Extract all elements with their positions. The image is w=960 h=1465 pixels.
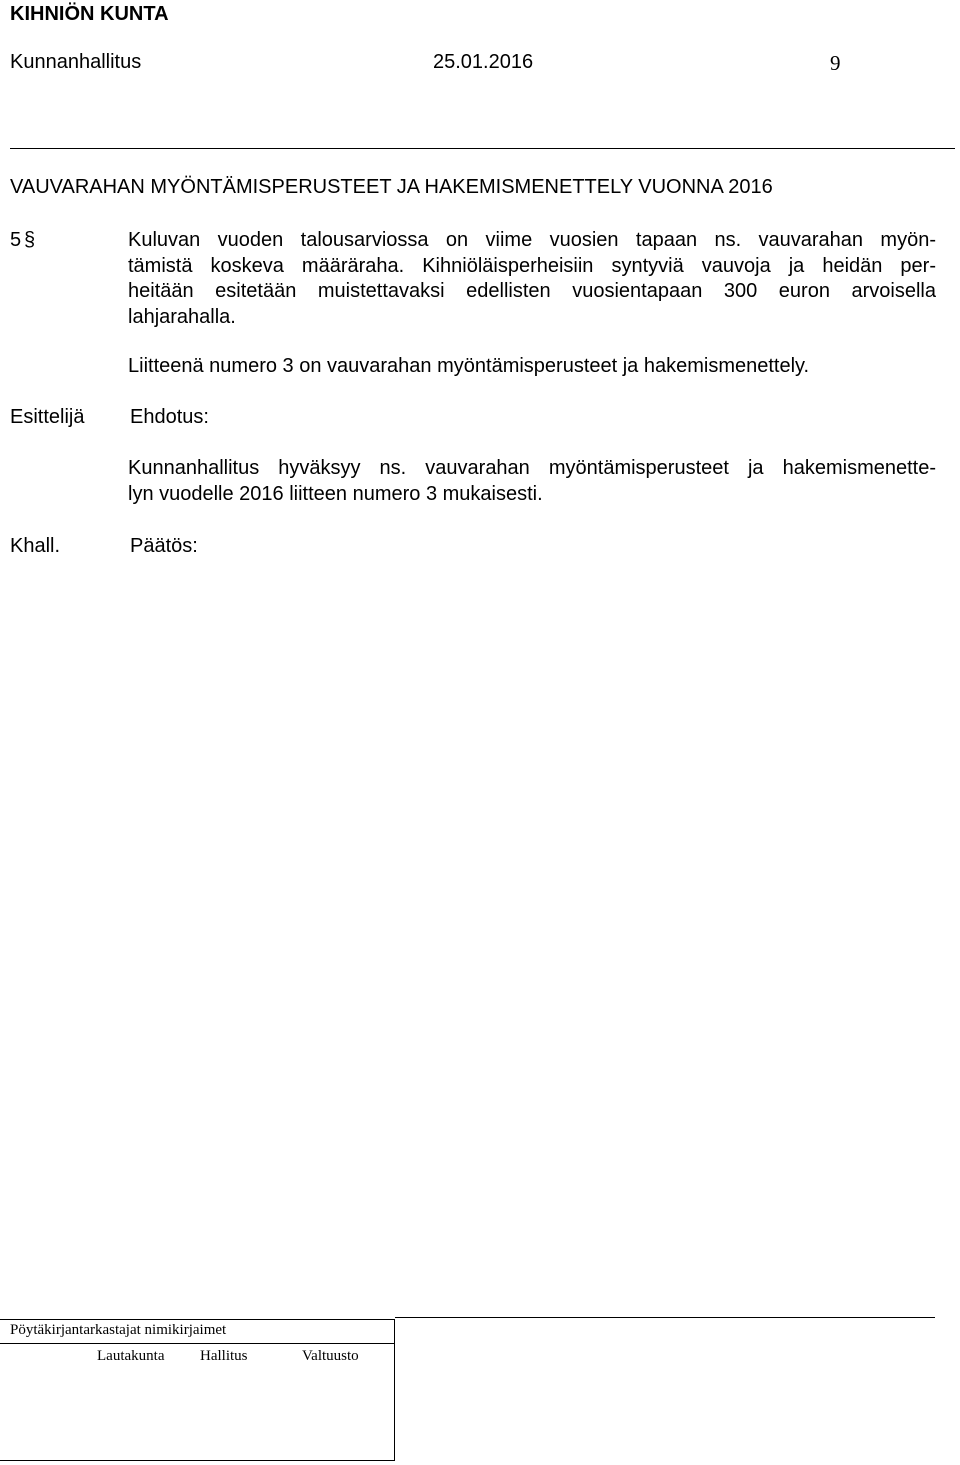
item-number: 5 <box>10 229 22 251</box>
footer-rule <box>395 1317 935 1318</box>
page-number: 9 <box>830 51 841 75</box>
signature-box-divider <box>0 1343 395 1344</box>
section-symbol: § <box>24 229 36 251</box>
intro-line: Kuluvan vuoden talousarviossa on viime vuosien tapaan ns. vauvarahan myön- <box>128 229 936 251</box>
signature-title: Pöytäkirjantarkastajat nimikirjaimet <box>10 1322 227 1338</box>
signature-column-hallitus: Hallitus <box>200 1348 248 1364</box>
intro-paragraph <box>128 228 936 330</box>
proposal-line: lyn vuodelle 2016 liitteen numero 3 mukaisesti. <box>128 482 543 505</box>
intro-line: lahjarahalla. <box>128 305 236 328</box>
presenter-label: Esittelijä <box>10 406 85 428</box>
organization-name: KIHNIÖN KUNTA <box>10 3 169 25</box>
header-divider <box>10 148 955 149</box>
signature-column-valtuusto: Valtuusto <box>302 1348 359 1364</box>
intro-line: heitään esitetään muistettavaksi edellisten vuosientapaan 300 euron arvoisella <box>128 280 936 302</box>
item-title: VAUVARAHAN MYÖNTÄMISPERUSTEET JA HAKEMISMENETTELY VUONNA 2016 <box>10 176 773 198</box>
intro-line: tämistä koskeva määräraha. Kihniöläisperheisiin syntyviä vauvoja ja heidän per- <box>128 254 936 277</box>
proposal-line: Kunnanhallitus hyväksyy ns. vauvarahan myöntämisperusteet ja hakemismenette- <box>128 457 936 479</box>
signature-box <box>0 1319 395 1461</box>
signature-column-lautakunta: Lautakunta <box>97 1348 165 1364</box>
decision-label: Päätös: <box>130 535 198 557</box>
proposal-paragraph <box>128 456 936 507</box>
attachment-note: Liitteenä numero 3 on vauvarahan myöntämisperusteet ja hakemismenettely. <box>128 355 810 377</box>
header-date: 25.01.2016 <box>433 51 534 73</box>
proposal-label: Ehdotus: <box>130 406 209 428</box>
header-body-name: Kunnanhallitus <box>10 51 142 73</box>
decision-body-label: Khall. <box>10 535 61 557</box>
